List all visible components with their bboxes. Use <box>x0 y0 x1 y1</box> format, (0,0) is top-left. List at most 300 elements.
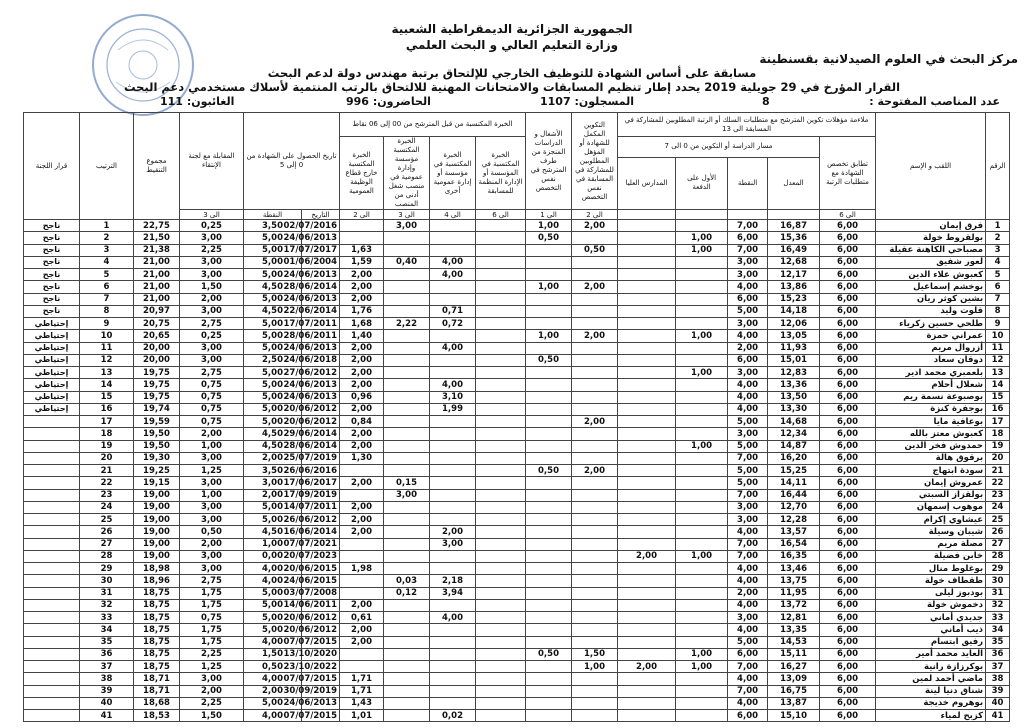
cell-dg: 2,00 <box>244 489 302 501</box>
cell-name: بوصبوعة نسمة ريم <box>876 391 986 403</box>
cell-grade: 3,00 <box>728 428 768 440</box>
cell-grade: 7,00 <box>728 244 768 256</box>
col-exp2: الخبرة المكتسبة في مؤسسة أو إدارة عمومية أخرى <box>430 137 476 210</box>
cell-dec <box>24 697 80 709</box>
cell-rk: 4 <box>80 256 134 268</box>
cell-n: 6 <box>986 281 1010 293</box>
cell-e2 <box>430 648 476 660</box>
cell-e2: 0,72 <box>430 318 476 330</box>
cell-date: 25/07/2019 <box>302 452 340 464</box>
cell-sch <box>618 232 676 244</box>
cell-e2 <box>430 599 476 611</box>
cell-grade: 4,00 <box>728 281 768 293</box>
cell-e3 <box>384 465 430 477</box>
cell-avg: 13,05 <box>768 330 820 342</box>
cell-dg: 1,00 <box>244 538 302 550</box>
cell-tr <box>572 514 618 526</box>
cell-first <box>676 428 728 440</box>
cell-tot: 18,75 <box>134 599 180 611</box>
cell-first <box>676 452 728 464</box>
cell-e4: 2,00 <box>340 501 384 513</box>
cell-name: شناق دنيا لينة <box>876 685 986 697</box>
cell-name: طلحي حسين زكرياء <box>876 318 986 330</box>
cell-e1 <box>476 367 526 379</box>
cell-name: كعبوش معتز بالله <box>876 428 986 440</box>
cell-date: 24/06/2013 <box>302 697 340 709</box>
cell-name: بودبوز ليلى <box>876 587 986 599</box>
cell-date: 20/06/2012 <box>302 416 340 428</box>
cell-e3 <box>384 354 430 366</box>
cell-avg: 13,72 <box>768 599 820 611</box>
cell-dec <box>24 538 80 550</box>
cell-e4 <box>340 220 384 232</box>
cell-rk: 27 <box>80 538 134 550</box>
cell-n: 41 <box>986 710 1010 722</box>
cell-date: 23/10/2022 <box>302 661 340 673</box>
cell-dec: ناجح <box>24 269 80 281</box>
cell-first <box>676 403 728 415</box>
cell-dec <box>24 416 80 428</box>
cell-avg: 16,27 <box>768 661 820 673</box>
cell-avg: 14,11 <box>768 477 820 489</box>
cell-date: 17/09/2019 <box>302 489 340 501</box>
table-row <box>24 244 1010 256</box>
cell-fit: 6,00 <box>820 550 876 562</box>
cell-name: عمراني حمزة <box>876 330 986 342</box>
cell-avg: 12,17 <box>768 269 820 281</box>
cell-name: لعور شفيق <box>876 256 986 268</box>
cell-tr <box>572 526 618 538</box>
cell-avg: 13,57 <box>768 526 820 538</box>
registered-stat: المسجلون: 1107 <box>540 95 635 108</box>
cell-e4: 2,00 <box>340 636 384 648</box>
cell-e2: 0,71 <box>430 305 476 317</box>
cell-sch <box>618 538 676 550</box>
cell-e4 <box>340 648 384 660</box>
cell-e1 <box>476 416 526 428</box>
cell-e3 <box>384 305 430 317</box>
cell-e4: 1,71 <box>340 673 384 685</box>
cell-grade: 2,00 <box>728 342 768 354</box>
cell-wk <box>526 636 572 648</box>
col-exp1-max: الى 6 <box>476 210 526 220</box>
cell-tot: 21,00 <box>134 256 180 268</box>
cell-name: بلعمبري محمد ادير <box>876 367 986 379</box>
cell-first <box>676 489 728 501</box>
cell-fit: 6,00 <box>820 342 876 354</box>
col-fit-sub: تطابق تخصص الشهادة مع متطلبات الرتبة <box>820 137 876 210</box>
table-row <box>24 256 1010 268</box>
competition-title: مسابقة على أساس الشهادة للتوظيف الخارجي للإلتحاق برتبة مهندس دولة لدعم البحث <box>267 66 757 80</box>
cell-e3 <box>384 269 430 281</box>
cell-tot: 20,00 <box>134 342 180 354</box>
cell-iv: 0,50 <box>180 526 244 538</box>
cell-iv: 3,00 <box>180 342 244 354</box>
cell-date: 20/07/2023 <box>302 550 340 562</box>
cell-wk <box>526 477 572 489</box>
cell-name: بولقزاز السبتي <box>876 489 986 501</box>
cell-e3 <box>384 599 430 611</box>
table-row <box>24 440 1010 452</box>
positions-value: 8 <box>762 95 770 108</box>
cell-tot: 18,71 <box>134 685 180 697</box>
cell-rk: 14 <box>80 379 134 391</box>
cell-rk: 13 <box>80 367 134 379</box>
cell-sch <box>618 612 676 624</box>
cell-avg: 12,70 <box>768 501 820 513</box>
cell-rk: 41 <box>80 710 134 722</box>
cell-e3 <box>384 563 430 575</box>
table-row <box>24 538 1010 550</box>
col-name: اللقب و الإسم <box>876 113 986 220</box>
cell-tr <box>572 440 618 452</box>
cell-wk: 0,50 <box>526 465 572 477</box>
cell-dec <box>24 550 80 562</box>
cell-dg: 5,00 <box>244 244 302 256</box>
cell-sch <box>618 244 676 256</box>
cell-tr <box>572 697 618 709</box>
cell-grade: 5,00 <box>728 636 768 648</box>
cell-first: 1,00 <box>676 232 728 244</box>
cell-fit: 6,00 <box>820 612 876 624</box>
cell-grade: 6,00 <box>728 293 768 305</box>
cell-dec <box>24 440 80 452</box>
cell-rk: 26 <box>80 526 134 538</box>
cell-iv: 2,00 <box>180 538 244 550</box>
cell-sch <box>618 624 676 636</box>
cell-dg: 4,50 <box>244 305 302 317</box>
cell-date: 26/06/2012 <box>302 514 340 526</box>
cell-wk <box>526 514 572 526</box>
cell-sch <box>618 403 676 415</box>
col-exp1: الخبرة المكتسبة في المؤسسة أو الإدارة المنظمة للمسابقة <box>476 137 526 210</box>
cell-n: 18 <box>986 428 1010 440</box>
cell-e3 <box>384 330 430 342</box>
cell-fit: 6,00 <box>820 514 876 526</box>
cell-rk: 39 <box>80 685 134 697</box>
cell-grade: 4,00 <box>728 379 768 391</box>
cell-dec <box>24 514 80 526</box>
col-date: التاريخ <box>302 210 340 220</box>
cell-date: 17/06/2017 <box>302 477 340 489</box>
cell-e2: 4,00 <box>430 342 476 354</box>
cell-name: موهوب إسمهان <box>876 501 986 513</box>
cell-e3 <box>384 648 430 660</box>
cell-date: 27/06/2012 <box>302 367 340 379</box>
cell-e1 <box>476 342 526 354</box>
cell-e1 <box>476 514 526 526</box>
cell-avg: 12,81 <box>768 612 820 624</box>
cell-wk <box>526 305 572 317</box>
cell-e1 <box>476 318 526 330</box>
cell-sch <box>618 477 676 489</box>
cell-iv: 2,00 <box>180 685 244 697</box>
cell-name: كزبح لمياء <box>876 710 986 722</box>
cell-wk <box>526 342 572 354</box>
cell-avg: 14,87 <box>768 440 820 452</box>
cell-tr <box>572 379 618 391</box>
cell-avg: 16,87 <box>768 220 820 232</box>
cell-iv: 2,00 <box>180 428 244 440</box>
cell-first <box>676 281 728 293</box>
cell-date: 14/06/2011 <box>302 599 340 611</box>
cell-e4: 1,40 <box>340 330 384 342</box>
cell-name: بشين كوثر ريان <box>876 293 986 305</box>
cell-rk: 25 <box>80 514 134 526</box>
cell-wk <box>526 661 572 673</box>
cell-tr <box>572 685 618 697</box>
cell-date: 03/07/2008 <box>302 587 340 599</box>
col-exp-group: الخبرة المكتسبة من قبل المترشح من 00 إلى 06 نقاط <box>340 113 526 137</box>
cell-e3 <box>384 661 430 673</box>
table-row <box>24 342 1010 354</box>
cell-dg: 5,00 <box>244 342 302 354</box>
cell-grade: 5,00 <box>728 416 768 428</box>
cell-tot: 18,75 <box>134 587 180 599</box>
cell-dec <box>24 612 80 624</box>
cell-e2 <box>430 697 476 709</box>
cell-dec: إحتياطي <box>24 330 80 342</box>
cell-date: 24/06/2018 <box>302 354 340 366</box>
cell-dec <box>24 465 80 477</box>
cell-dg: 5,00 <box>244 697 302 709</box>
cell-grade: 4,00 <box>728 624 768 636</box>
cell-e4: 1,76 <box>340 305 384 317</box>
cell-e1 <box>476 428 526 440</box>
cell-tr <box>572 563 618 575</box>
cell-e2: 4,00 <box>430 269 476 281</box>
cell-date: 13/10/2020 <box>302 648 340 660</box>
cell-rk: 35 <box>80 636 134 648</box>
cell-rk: 11 <box>80 342 134 354</box>
cell-e1 <box>476 403 526 415</box>
cell-grade: 4,00 <box>728 526 768 538</box>
cell-rk: 5 <box>80 269 134 281</box>
col-decision: قرار اللجنة <box>24 113 80 220</box>
cell-e3 <box>384 550 430 562</box>
cell-tr <box>572 710 618 722</box>
col-rank: الترتيب <box>80 113 134 220</box>
cell-e2 <box>430 281 476 293</box>
cell-fit: 6,00 <box>820 599 876 611</box>
cell-rk: 16 <box>80 403 134 415</box>
table-row <box>24 501 1010 513</box>
cell-iv: 0,25 <box>180 220 244 232</box>
cell-wk <box>526 452 572 464</box>
cell-fit: 6,00 <box>820 624 876 636</box>
cell-dec: ناجح <box>24 293 80 305</box>
col-interview-max: الى 3 <box>180 210 244 220</box>
cell-tot: 19,00 <box>134 538 180 550</box>
cell-first <box>676 612 728 624</box>
cell-first <box>676 538 728 550</box>
cell-wk <box>526 697 572 709</box>
cell-grade: 4,00 <box>728 330 768 342</box>
cell-rk: 21 <box>80 465 134 477</box>
cell-wk <box>526 599 572 611</box>
cell-date: 24/06/2013 <box>302 232 340 244</box>
cell-e3 <box>384 452 430 464</box>
cell-fit: 6,00 <box>820 403 876 415</box>
cell-e4: 0,96 <box>340 391 384 403</box>
cell-avg: 12,83 <box>768 367 820 379</box>
cell-sch <box>618 318 676 330</box>
cell-wk: 0,50 <box>526 354 572 366</box>
cell-e1 <box>476 673 526 685</box>
cell-tr <box>572 477 618 489</box>
cell-tot: 20,65 <box>134 330 180 342</box>
cell-first <box>676 465 728 477</box>
cell-iv: 2,25 <box>180 648 244 660</box>
cell-date: 24/06/2013 <box>302 293 340 305</box>
cell-name: رفيق ابتسام <box>876 636 986 648</box>
cell-n: 17 <box>986 416 1010 428</box>
cell-e3 <box>384 636 430 648</box>
cell-fit: 6,00 <box>820 465 876 477</box>
cell-wk <box>526 550 572 562</box>
cell-fit: 6,00 <box>820 697 876 709</box>
cell-name: بوكرزازة رانية <box>876 661 986 673</box>
cell-dec: إحتياطي <box>24 342 80 354</box>
cell-n: 22 <box>986 477 1010 489</box>
cell-e4 <box>340 550 384 562</box>
cell-fit: 6,00 <box>820 428 876 440</box>
table-row <box>24 293 1010 305</box>
cell-tr <box>572 256 618 268</box>
cell-date: 07/07/2015 <box>302 710 340 722</box>
cell-n: 38 <box>986 673 1010 685</box>
cell-avg: 14,53 <box>768 636 820 648</box>
cell-iv: 3,00 <box>180 501 244 513</box>
cell-first <box>676 379 728 391</box>
cell-name: مصلة مريم <box>876 538 986 550</box>
cell-iv: 2,00 <box>180 293 244 305</box>
cell-wk <box>526 685 572 697</box>
cell-tot: 19,75 <box>134 391 180 403</box>
cell-e3 <box>384 514 430 526</box>
absent-stat: الغائبون: 111 <box>160 95 235 108</box>
cell-tot: 19,00 <box>134 526 180 538</box>
cell-tot: 18,75 <box>134 648 180 660</box>
cell-avg: 12,68 <box>768 256 820 268</box>
cell-grade: 2,00 <box>728 587 768 599</box>
cell-e2 <box>430 673 476 685</box>
cell-sch <box>618 526 676 538</box>
cell-name: شيبان وسيلة <box>876 526 986 538</box>
cell-e2 <box>430 624 476 636</box>
cell-iv: 1,50 <box>180 710 244 722</box>
cell-n: 27 <box>986 538 1010 550</box>
table-row <box>24 403 1010 415</box>
cell-tr: 2,00 <box>572 220 618 232</box>
cell-tot: 18,75 <box>134 612 180 624</box>
cell-avg: 13,46 <box>768 563 820 575</box>
cell-tr <box>572 428 618 440</box>
cell-n: 13 <box>986 367 1010 379</box>
cell-name: بولقروط خولة <box>876 232 986 244</box>
cell-sch <box>618 391 676 403</box>
cell-grade: 6,00 <box>728 232 768 244</box>
cell-e4: 2,00 <box>340 440 384 452</box>
cell-e4: 1,30 <box>340 452 384 464</box>
cell-dec <box>24 648 80 660</box>
cell-wk <box>526 403 572 415</box>
cell-e2 <box>430 514 476 526</box>
cell-sch <box>618 305 676 317</box>
cell-tr: 1,00 <box>572 661 618 673</box>
cell-dec <box>24 428 80 440</box>
cell-sch <box>618 354 676 366</box>
cell-grade: 5,00 <box>728 477 768 489</box>
cell-e3: 3,00 <box>384 220 430 232</box>
cell-wk <box>526 563 572 575</box>
cell-e2 <box>430 367 476 379</box>
cell-name: فرق إيمان <box>876 220 986 232</box>
cell-grade: 7,00 <box>728 550 768 562</box>
cell-dg: 2,00 <box>244 685 302 697</box>
cell-e2: 4,00 <box>430 379 476 391</box>
cell-tr <box>572 452 618 464</box>
cell-e1 <box>476 220 526 232</box>
cell-dec: ناجح <box>24 244 80 256</box>
table-row <box>24 636 1010 648</box>
cell-iv: 3,00 <box>180 256 244 268</box>
cell-first: 1,00 <box>676 330 728 342</box>
cell-sch <box>618 636 676 648</box>
cell-sch <box>618 697 676 709</box>
cell-sch <box>618 563 676 575</box>
cell-e2 <box>430 293 476 305</box>
col-first: الأول على الدفعة <box>676 157 728 209</box>
cell-e4: 1,59 <box>340 256 384 268</box>
col-fit-max: الى 6 <box>820 210 876 220</box>
cell-avg: 16,44 <box>768 489 820 501</box>
cell-e2: 4,00 <box>430 612 476 624</box>
cell-tr <box>572 391 618 403</box>
cell-rk: 24 <box>80 501 134 513</box>
cell-grade: 4,00 <box>728 599 768 611</box>
cell-tot: 21,00 <box>134 269 180 281</box>
cell-grade: 6,00 <box>728 710 768 722</box>
cell-e1 <box>476 575 526 587</box>
cell-iv: 0,75 <box>180 416 244 428</box>
cell-n: 1 <box>986 220 1010 232</box>
cell-dec: ناجح <box>24 281 80 293</box>
cell-e4: 2,00 <box>340 367 384 379</box>
cell-date: 24/06/2013 <box>302 269 340 281</box>
cell-wk <box>526 244 572 256</box>
cell-n: 20 <box>986 452 1010 464</box>
cell-n: 37 <box>986 661 1010 673</box>
cell-name: مصباحي الكاهنة عقيلة <box>876 244 986 256</box>
cell-e1 <box>476 281 526 293</box>
cell-wk <box>526 710 572 722</box>
cell-wk: 0,50 <box>526 648 572 660</box>
cell-tr <box>572 550 618 562</box>
cell-name: بوعافية مايا <box>876 416 986 428</box>
cell-dg: 2,50 <box>244 354 302 366</box>
cell-date: 01/06/2004 <box>302 256 340 268</box>
cell-sch <box>618 269 676 281</box>
cell-rk: 22 <box>80 477 134 489</box>
cell-e4: 2,00 <box>340 354 384 366</box>
table-row <box>24 220 1010 232</box>
cell-e1 <box>476 477 526 489</box>
cell-wk <box>526 624 572 636</box>
cell-n: 34 <box>986 624 1010 636</box>
cell-date: 02/07/2016 <box>302 220 340 232</box>
cell-e1 <box>476 391 526 403</box>
